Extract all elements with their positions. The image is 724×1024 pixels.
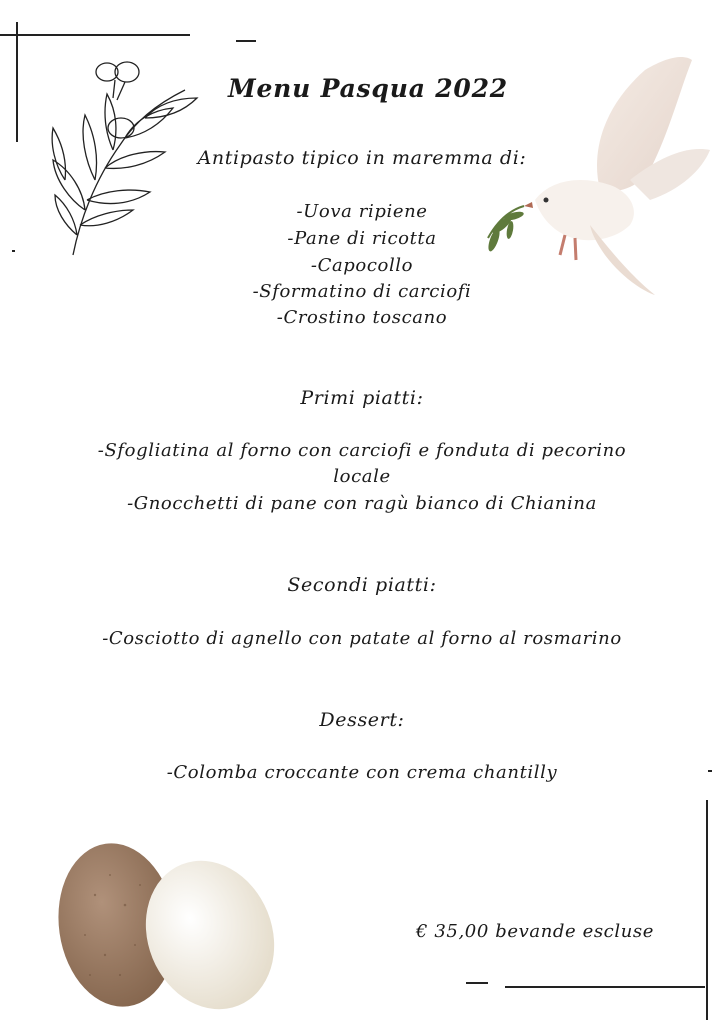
menu-item: -Uova ripiene bbox=[296, 201, 428, 222]
menu-item: -Sformatino di carciofi bbox=[252, 281, 472, 302]
menu-item: -Pane di ricotta bbox=[287, 228, 437, 249]
frame-bottom-dash bbox=[466, 982, 488, 984]
menu-item: -Cosciotto di agnello con patate al forno al rosmarino bbox=[102, 628, 622, 649]
menu-item: -Capocollo bbox=[310, 255, 414, 276]
frame-right-line bbox=[706, 800, 708, 1020]
frame-left-line bbox=[16, 22, 18, 142]
frame-top-dash bbox=[236, 40, 256, 42]
menu-item: -Sfogliatina al forno con carciofi e fonduta di pecorino bbox=[97, 440, 627, 461]
menu-title: Menu Pasqua 2022 bbox=[228, 74, 508, 103]
eggs-icon bbox=[55, 825, 295, 1015]
section-heading-primi: Primi piatti: bbox=[300, 387, 424, 409]
frame-top-line bbox=[0, 34, 190, 36]
menu-item: -Gnocchetti di pane con ragù bianco di Chianina bbox=[127, 493, 597, 514]
section-heading-antipasto: Antipasto tipico in maremma di: bbox=[197, 147, 527, 169]
price-label: € 35,00 bevande escluse bbox=[416, 921, 654, 942]
frame-bottom-line bbox=[505, 986, 705, 988]
section-heading-secondi: Secondi piatti: bbox=[287, 574, 437, 596]
menu-item: locale bbox=[333, 466, 391, 487]
section-heading-dessert: Dessert: bbox=[319, 709, 405, 731]
frame-left-dot bbox=[12, 250, 15, 252]
menu-item: -Crostino toscano bbox=[276, 307, 448, 328]
menu-item: -Colomba croccante con crema chantilly bbox=[166, 762, 558, 783]
